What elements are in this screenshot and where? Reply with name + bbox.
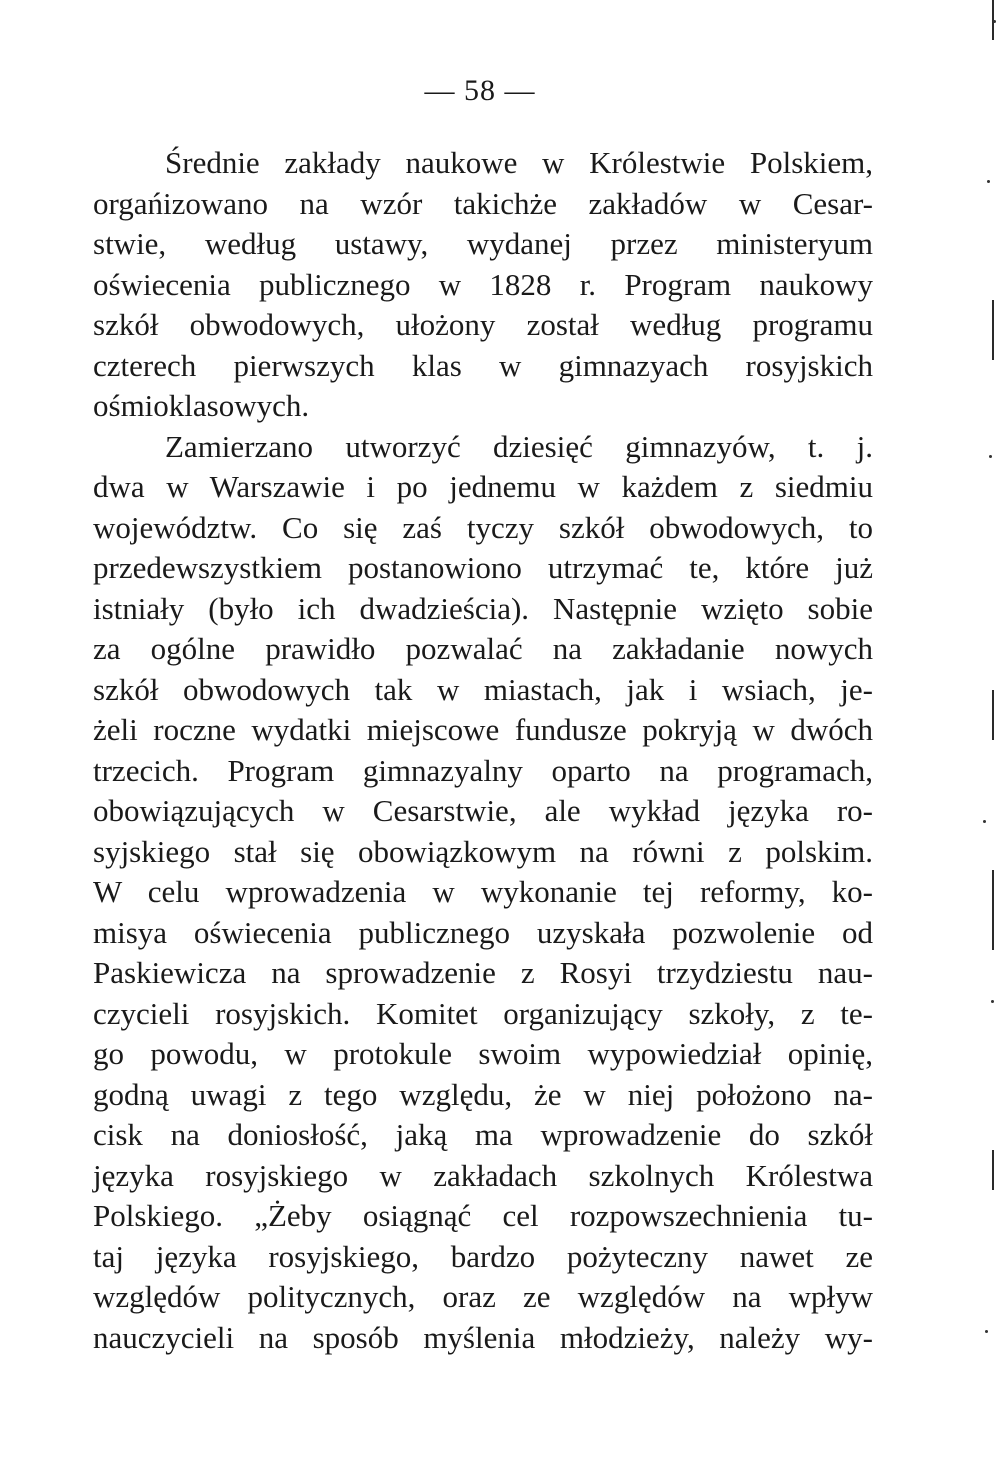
page-number: — 58 — [424,74,536,107]
text-line: czterech pierwszych klas w gimnazyach rosyjskich [93,347,873,383]
scan-speck [985,1330,988,1333]
body-text [93,143,873,1358]
scan-speck [993,20,996,23]
scan-streak [992,690,994,740]
scan-speck [983,820,986,823]
text-line: taj języka rosyjskiego, bardzo pożyteczny nawet ze [93,1238,873,1274]
scan-edge-artifact [976,0,1000,1471]
text-line: żeli roczne wydatki miejscowe fundusze pokryją w dwóch [93,712,873,747]
scan-speck [991,1000,994,1003]
scan-streak [992,1150,994,1190]
text-line: szkół obwodowych, ułożony został według programu [93,307,873,342]
text-line: województw. Co się zaś tyczy szkół obwodowych, to [93,509,873,545]
text-line: syjskiego stał się obowiązkowym na równi z polskim. [93,833,873,869]
text-line: względów politycznych, oraz ze względów na wpływ [93,1279,873,1314]
text-line: nauczycieli na sposób myślenia młodzieży, należy wy- [93,1319,873,1355]
text-line: języka rosyjskiego w zakładach szkolnych Królestwa [93,1157,873,1193]
scan-streak [992,300,994,360]
text-line: W celu wprowadzenia w wykonanie tej reformy, ko- [93,874,873,909]
text-line: Zamierzano utworzyć dziesięć gimnazyów, t. j. [165,428,873,464]
text-line: Polskiego. „Żeby osiągnąć cel rozpowszechnienia tu- [93,1198,873,1233]
text-line: trzecich. Program gimnazyalny oparto na programach, [93,752,873,788]
text-line: istniały (było ich dwadzieścia). Następnie wzięto sobie [93,590,873,626]
text-line: ośmioklasowych. [93,388,310,423]
text-line: cisk na doniosłość, jaką ma wprowadzenie do szkół [93,1117,873,1152]
scan-streak [992,870,994,950]
text-line: obowiązujących w Cesarstwie, ale wykład języka ro- [93,793,873,828]
text-line: przedewszystkiem postanowiono utrzymać te, które już [93,550,873,585]
text-line: orgańizowano na wzór takichże zakładów w Cesar- [93,185,873,221]
scan-speck [989,455,992,458]
scan-speck [987,180,990,183]
text-line: dwa w Warszawie i po jednemu w każdem z siedmiu [93,469,873,504]
text-line: czycieli rosyjskich. Komitet organizujący szkoły, z te- [93,995,873,1031]
text-line: godną uwagi z tego względu, że w niej położono na- [93,1076,873,1112]
text-line: za ogólne prawidło pozwalać na zakładanie nowych [93,631,873,666]
text-line: szkół obwodowych tak w miastach, jak i wsiach, je- [93,671,873,707]
text-line: oświecenia publicznego w 1828 r. Program naukowy [93,266,873,302]
text-line: stwie, według ustawy, wydanej przez ministeryum [93,226,873,261]
text-line: go powodu, w protokule swoim wypowiedział opinię, [93,1036,873,1071]
text-line: misya oświecenia publicznego uzyskała pozwolenie od [93,914,873,950]
text-line: Paskiewicza na sprowadzenie z Rosyi trzydziestu nau- [93,955,873,990]
text-line: Średnie zakłady naukowe w Królestwie Polskiem, [165,145,873,180]
